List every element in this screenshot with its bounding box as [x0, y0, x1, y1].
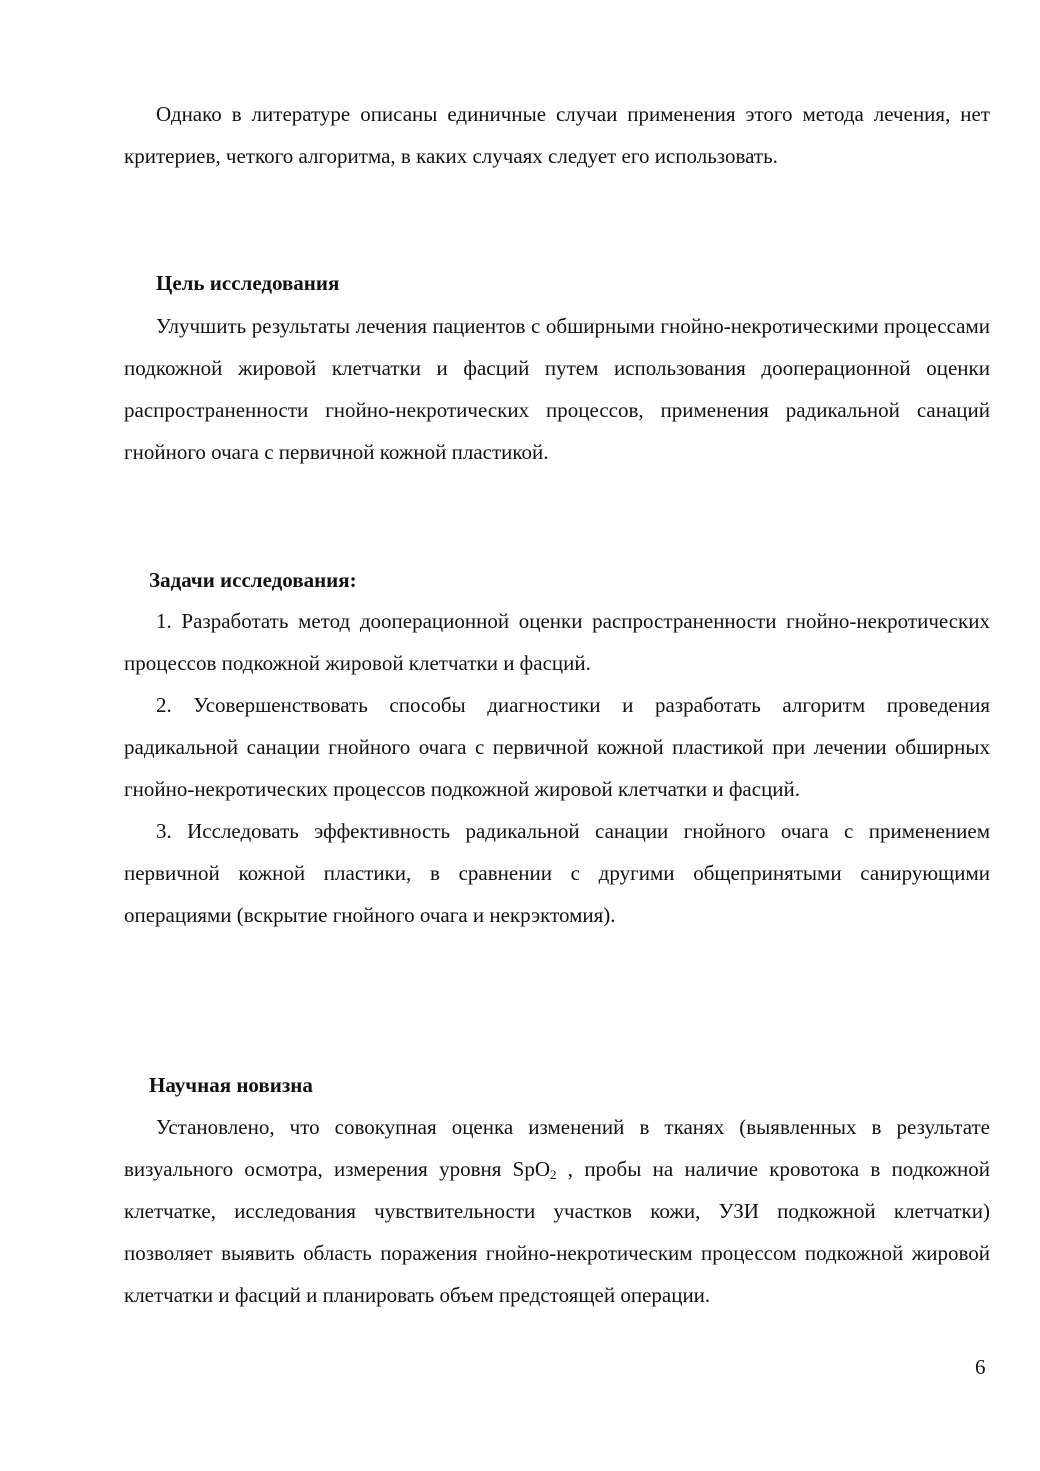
- novelty-text-after: , пробы на наличие кровотока в подкожной клетчатке, исследования чувствительности участков кожи, УЗИ подкожной клетчатки) позволяет выявить область поражения гнойно-некротическим процессом подкожной жировой клетчатки и фасций и планировать объем предстоящей операции.: [124, 1157, 990, 1307]
- goal-paragraph: Улучшить результаты лечения пациентов с обширными гнойно-некротическими процессами подкожной жировой клетчатки и фасций путем использования дооперационной оценки распространенности гнойно-некротических процессов, применения радикальной санаций гнойного очага с первичной кожной пластикой.: [124, 314, 990, 464]
- goal-heading: Цель исследования: [156, 271, 340, 295]
- spo2-subscript: 2: [550, 1167, 557, 1182]
- novelty-paragraph: [124, 1106, 990, 1316]
- novelty-section: [124, 1106, 990, 1316]
- task-item-2: 2. Усовершенствовать способы диагностики и разработать алгоритм проведения радикальной санации гнойного очага с первичной кожной пластикой при лечении обширных гнойно-некротических процессов подкожной жировой клетчатки и фасций.: [124, 693, 990, 801]
- tasks-heading: Задачи исследования:: [149, 568, 357, 592]
- task-item-1: 1. Разработать метод дооперационной оценки распространенности гнойно-некротических процессов подкожной жировой клетчатки и фасций.: [124, 609, 990, 675]
- novelty-text-before: Установлено, что совокупная оценка изменений в тканях (выявленных в результате визуального осмотра, измерения уровня SpO: [124, 1115, 990, 1181]
- intro-section: [124, 93, 990, 177]
- tasks-list: [124, 600, 990, 936]
- goal-section: [124, 305, 990, 473]
- intro-paragraph: Однако в литературе описаны единичные случаи применения этого метода лечения, нет критериев, четкого алгоритма, в каких случаях следует его использовать.: [124, 102, 990, 168]
- page-number: 6: [975, 1355, 986, 1379]
- task-item-3: 3. Исследовать эффективность радикальной санации гнойного очага с применением первичной кожной пластики, в сравнении с другими общепринятыми санирующими операциями (вскрытие гнойного очага и некрэктомия).: [124, 819, 990, 927]
- novelty-heading: Научная новизна: [149, 1073, 313, 1097]
